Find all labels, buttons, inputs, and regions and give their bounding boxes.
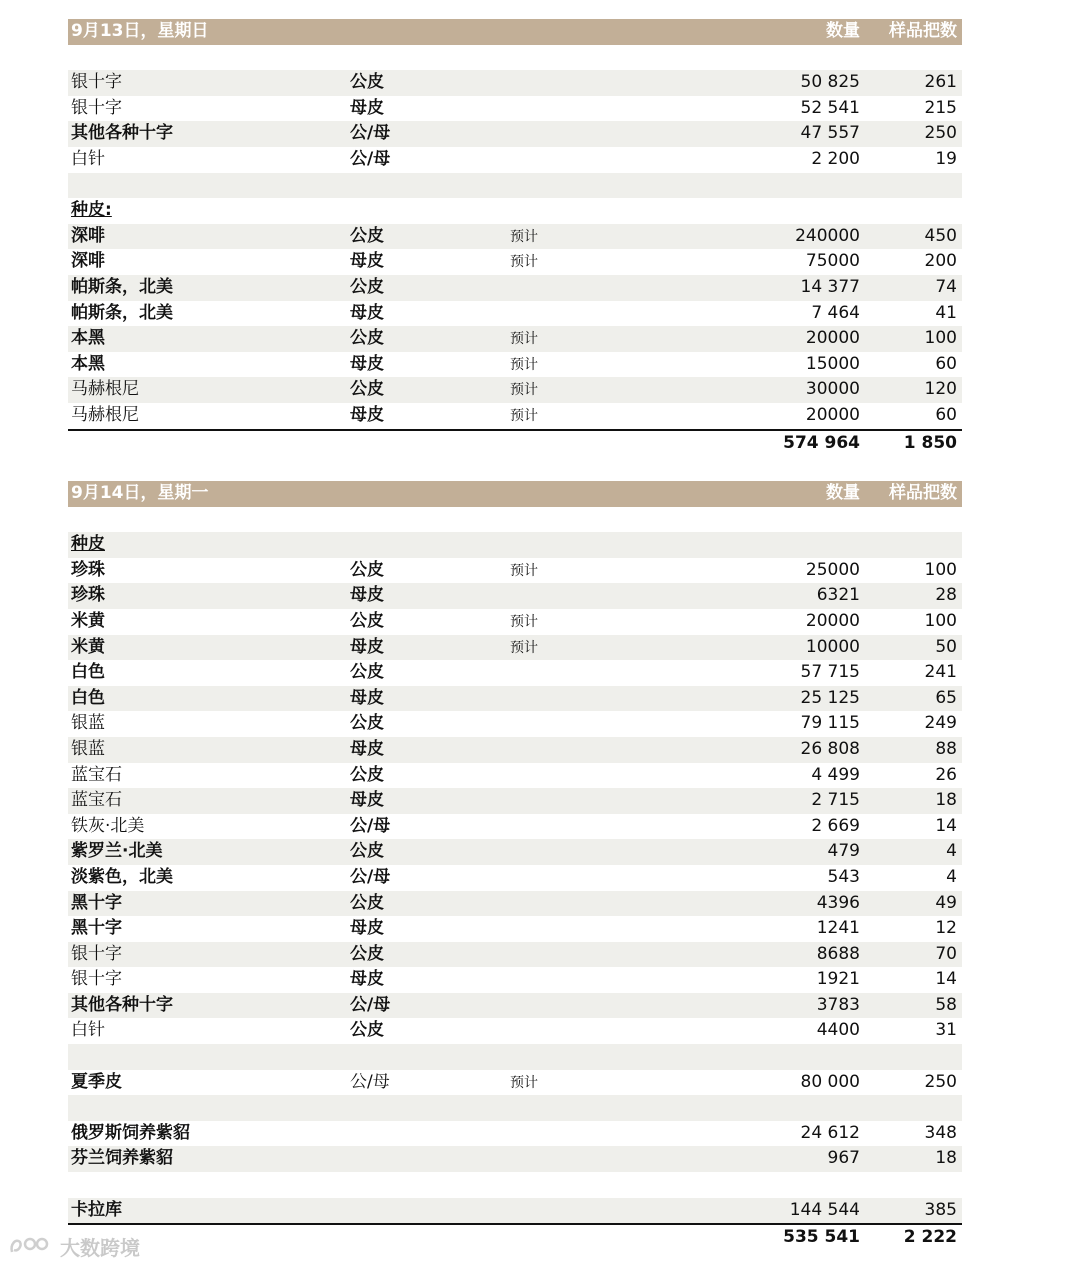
item-qty: 25 125 [800,687,860,708]
header-qty-label: 数量 [826,483,860,503]
item-count: 250 [924,1071,957,1092]
table-row [68,916,962,942]
item-name: 黑十字 [71,892,122,913]
item-qty: 2 200 [811,148,860,169]
spacer-row [68,173,962,199]
table-row [68,583,962,609]
item-qty: 2 715 [811,790,860,811]
table-row-sable [68,1146,962,1172]
item-count: 100 [924,610,957,631]
spacer-row [68,1172,962,1198]
table-row-summer [68,1070,962,1096]
table-row [68,249,962,275]
item-qty: 26 808 [800,738,860,759]
item-qty: 14 377 [800,276,860,297]
item-count: 215 [924,97,957,118]
item-count: 50 [935,636,957,657]
item-count: 65 [935,687,957,708]
item-note: 预计 [510,382,538,399]
item-name: 银十字 [71,72,122,93]
table-row [68,635,962,661]
item-sex: 公/母 [350,866,391,887]
item-sex: 公皮 [350,225,384,246]
item-qty: 4396 [816,892,860,913]
item-qty: 47 557 [800,123,860,144]
item-count: 261 [924,72,957,93]
item-name: 其他各种十字 [71,123,173,144]
total-row [68,429,962,457]
item-count: 4 [946,866,957,887]
table-row [68,558,962,584]
item-sex: 母皮 [350,969,384,990]
item-sex: 母皮 [350,918,384,939]
table-row [68,96,962,122]
item-sex: 公皮 [350,943,384,964]
item-name: 马赫根尼 [71,379,139,400]
item-note: 预计 [510,562,538,579]
spacer-row [68,507,962,533]
table-row [68,377,962,403]
item-qty: 52 541 [800,97,860,118]
item-count: 100 [924,559,957,580]
total-row [68,1223,962,1251]
item-count: 88 [935,738,957,759]
item-count: 58 [935,994,957,1015]
item-qty: 79 115 [800,713,860,734]
table-row [68,224,962,250]
item-name: 马赫根尼 [71,404,139,425]
item-qty: 7 464 [811,302,860,323]
item-sex: 公/母 [350,994,391,1015]
item-qty: 144 544 [789,1199,860,1220]
item-note: 预计 [510,407,538,424]
item-qty: 20000 [805,610,860,631]
item-count: 18 [935,1148,957,1169]
item-count: 60 [935,353,957,374]
table-row [68,352,962,378]
item-note: 预计 [510,1074,538,1091]
item-note: 预计 [510,356,538,373]
item-sex: 母皮 [350,404,384,425]
item-name: 帕斯条，北美 [71,302,173,323]
item-count: 28 [935,585,957,606]
header-qty-label: 数量 [826,21,860,41]
item-qty: 25000 [805,559,860,580]
item-name: 淡紫色，北美 [71,866,173,887]
table-row [68,121,962,147]
item-name: 夏季皮 [71,1071,122,1092]
item-qty: 2 669 [811,815,860,836]
item-sex: 母皮 [350,585,384,606]
item-name: 其他各种十字 [71,994,173,1015]
item-name: 白针 [71,148,105,169]
item-note: 预计 [510,254,538,271]
item-qty: 30000 [805,379,860,400]
item-count: 70 [935,943,957,964]
item-count: 100 [924,328,957,349]
table-row [68,70,962,96]
item-count: 120 [924,379,957,400]
item-name: 俄罗斯饲养紫貂 [71,1122,190,1143]
group-label-row [68,198,962,224]
table-row [68,814,962,840]
item-name: 帕斯条，北美 [71,276,173,297]
item-name: 银十字 [71,97,122,118]
item-qty: 15000 [805,353,860,374]
brand-logo-icon [8,1234,54,1258]
item-qty: 4400 [816,1020,860,1041]
item-sex: 公皮 [350,610,384,631]
item-sex: 公皮 [350,276,384,297]
item-sex: 公皮 [350,72,384,93]
item-name: 本黑 [71,328,105,349]
item-name: 白针 [71,1020,105,1041]
table-row [68,301,962,327]
group-label-row [68,532,962,558]
section-header [68,481,962,507]
item-name: 铁灰·北美 [71,815,145,836]
item-note: 预计 [510,228,538,245]
item-count: 60 [935,404,957,425]
item-count: 18 [935,790,957,811]
item-sex: 母皮 [350,738,384,759]
table-row [68,839,962,865]
item-count: 41 [935,302,957,323]
item-count: 385 [924,1199,957,1220]
item-name: 黑十字 [71,918,122,939]
table-row [68,737,962,763]
spacer-row [68,1095,962,1121]
item-sex: 母皮 [350,251,384,272]
table-row [68,403,962,429]
table-row [68,660,962,686]
section-header [68,19,962,45]
watermark-text: 大数跨境 [60,1235,140,1260]
table-row [68,993,962,1019]
item-count: 200 [924,251,957,272]
table-row [68,275,962,301]
item-name: 卡拉库 [71,1199,122,1220]
item-sex: 公皮 [350,892,384,913]
item-count: 14 [935,969,957,990]
table-row [68,1018,962,1044]
table-row-sable [68,1121,962,1147]
item-count: 19 [935,148,957,169]
item-sex: 公/母 [350,815,391,836]
table-row [68,763,962,789]
watermark [8,1232,140,1260]
table-row-karakul [68,1198,962,1224]
item-qty: 20000 [805,404,860,425]
header-count-label: 样品把数 [889,483,957,503]
item-count: 12 [935,918,957,939]
item-name: 米黄 [71,610,105,631]
item-name: 珍珠 [71,559,105,580]
item-sex: 公皮 [350,1020,384,1041]
item-sex: 公/母 [350,148,391,169]
item-qty: 57 715 [800,662,860,683]
table-row [68,788,962,814]
item-sex: 公皮 [350,713,384,734]
item-sex: 公皮 [350,841,384,862]
header-date: 9月14日，星期一 [71,483,209,503]
item-note: 预计 [510,639,538,656]
item-name: 银蓝 [71,713,105,734]
item-qty: 967 [827,1148,860,1169]
item-sex: 母皮 [350,353,384,374]
item-qty: 6321 [816,585,860,606]
auction-table-sep13 [68,19,962,456]
item-qty: 20000 [805,328,860,349]
item-name: 白色 [71,662,105,683]
item-qty: 80 000 [800,1071,860,1092]
item-qty: 1241 [816,918,860,939]
item-count: 14 [935,815,957,836]
total-qty: 574 964 [783,432,860,453]
item-name: 银十字 [71,943,122,964]
table-row [68,865,962,891]
item-name: 蓝宝石 [71,790,122,811]
table-row [68,942,962,968]
item-qty: 75000 [805,251,860,272]
item-note: 预计 [510,331,538,348]
item-count: 31 [935,1020,957,1041]
table-row [68,326,962,352]
item-count: 4 [946,841,957,862]
item-sex: 母皮 [350,636,384,657]
item-qty: 3783 [816,994,860,1015]
item-qty: 1921 [816,969,860,990]
table-row [68,609,962,635]
table-row [68,967,962,993]
item-sex: 公皮 [350,559,384,580]
total-count: 1 850 [903,432,957,453]
item-name: 芬兰饲养紫貂 [71,1148,173,1169]
item-sex: 母皮 [350,97,384,118]
item-note: 预计 [510,613,538,630]
item-qty: 24 612 [800,1122,860,1143]
item-name: 本黑 [71,353,105,374]
spacer-row [68,45,962,71]
item-sex: 母皮 [350,790,384,811]
table-row [68,711,962,737]
table-row [68,686,962,712]
item-qty: 50 825 [800,72,860,93]
item-qty: 4 499 [811,764,860,785]
item-qty: 10000 [805,636,860,657]
item-sex: 母皮 [350,302,384,323]
total-qty: 535 541 [783,1227,860,1248]
item-sex: 公皮 [350,379,384,400]
item-count: 348 [924,1122,957,1143]
item-count: 241 [924,662,957,683]
spacer-row [68,1044,962,1070]
item-name: 银十字 [71,969,122,990]
item-count: 450 [924,225,957,246]
item-name: 深啡 [71,225,105,246]
auction-table-sep14 [68,481,962,1251]
group-label: 种皮: [71,200,112,221]
item-qty: 8688 [816,943,860,964]
item-count: 26 [935,764,957,785]
item-sex: 公皮 [350,328,384,349]
item-qty: 543 [827,866,860,887]
item-sex: 公/母 [350,123,391,144]
item-name: 银蓝 [71,738,105,759]
table-row [68,891,962,917]
item-sex: 公皮 [350,764,384,785]
item-sex: 公/母 [350,1071,390,1092]
item-count: 49 [935,892,957,913]
item-name: 米黄 [71,636,105,657]
item-name: 蓝宝石 [71,764,122,785]
item-name: 珍珠 [71,585,105,606]
item-count: 250 [924,123,957,144]
item-qty: 479 [827,841,860,862]
item-qty: 240000 [795,225,860,246]
item-name: 紫罗兰·北美 [71,841,163,862]
item-name: 白色 [71,687,105,708]
item-sex: 母皮 [350,687,384,708]
header-date: 9月13日，星期日 [71,21,209,41]
item-count: 74 [935,276,957,297]
table-row [68,147,962,173]
group-label: 种皮 [71,534,105,555]
item-count: 249 [924,713,957,734]
header-count-label: 样品把数 [889,21,957,41]
item-sex: 公皮 [350,662,384,683]
item-name: 深啡 [71,251,105,272]
total-count: 2 222 [903,1227,957,1248]
